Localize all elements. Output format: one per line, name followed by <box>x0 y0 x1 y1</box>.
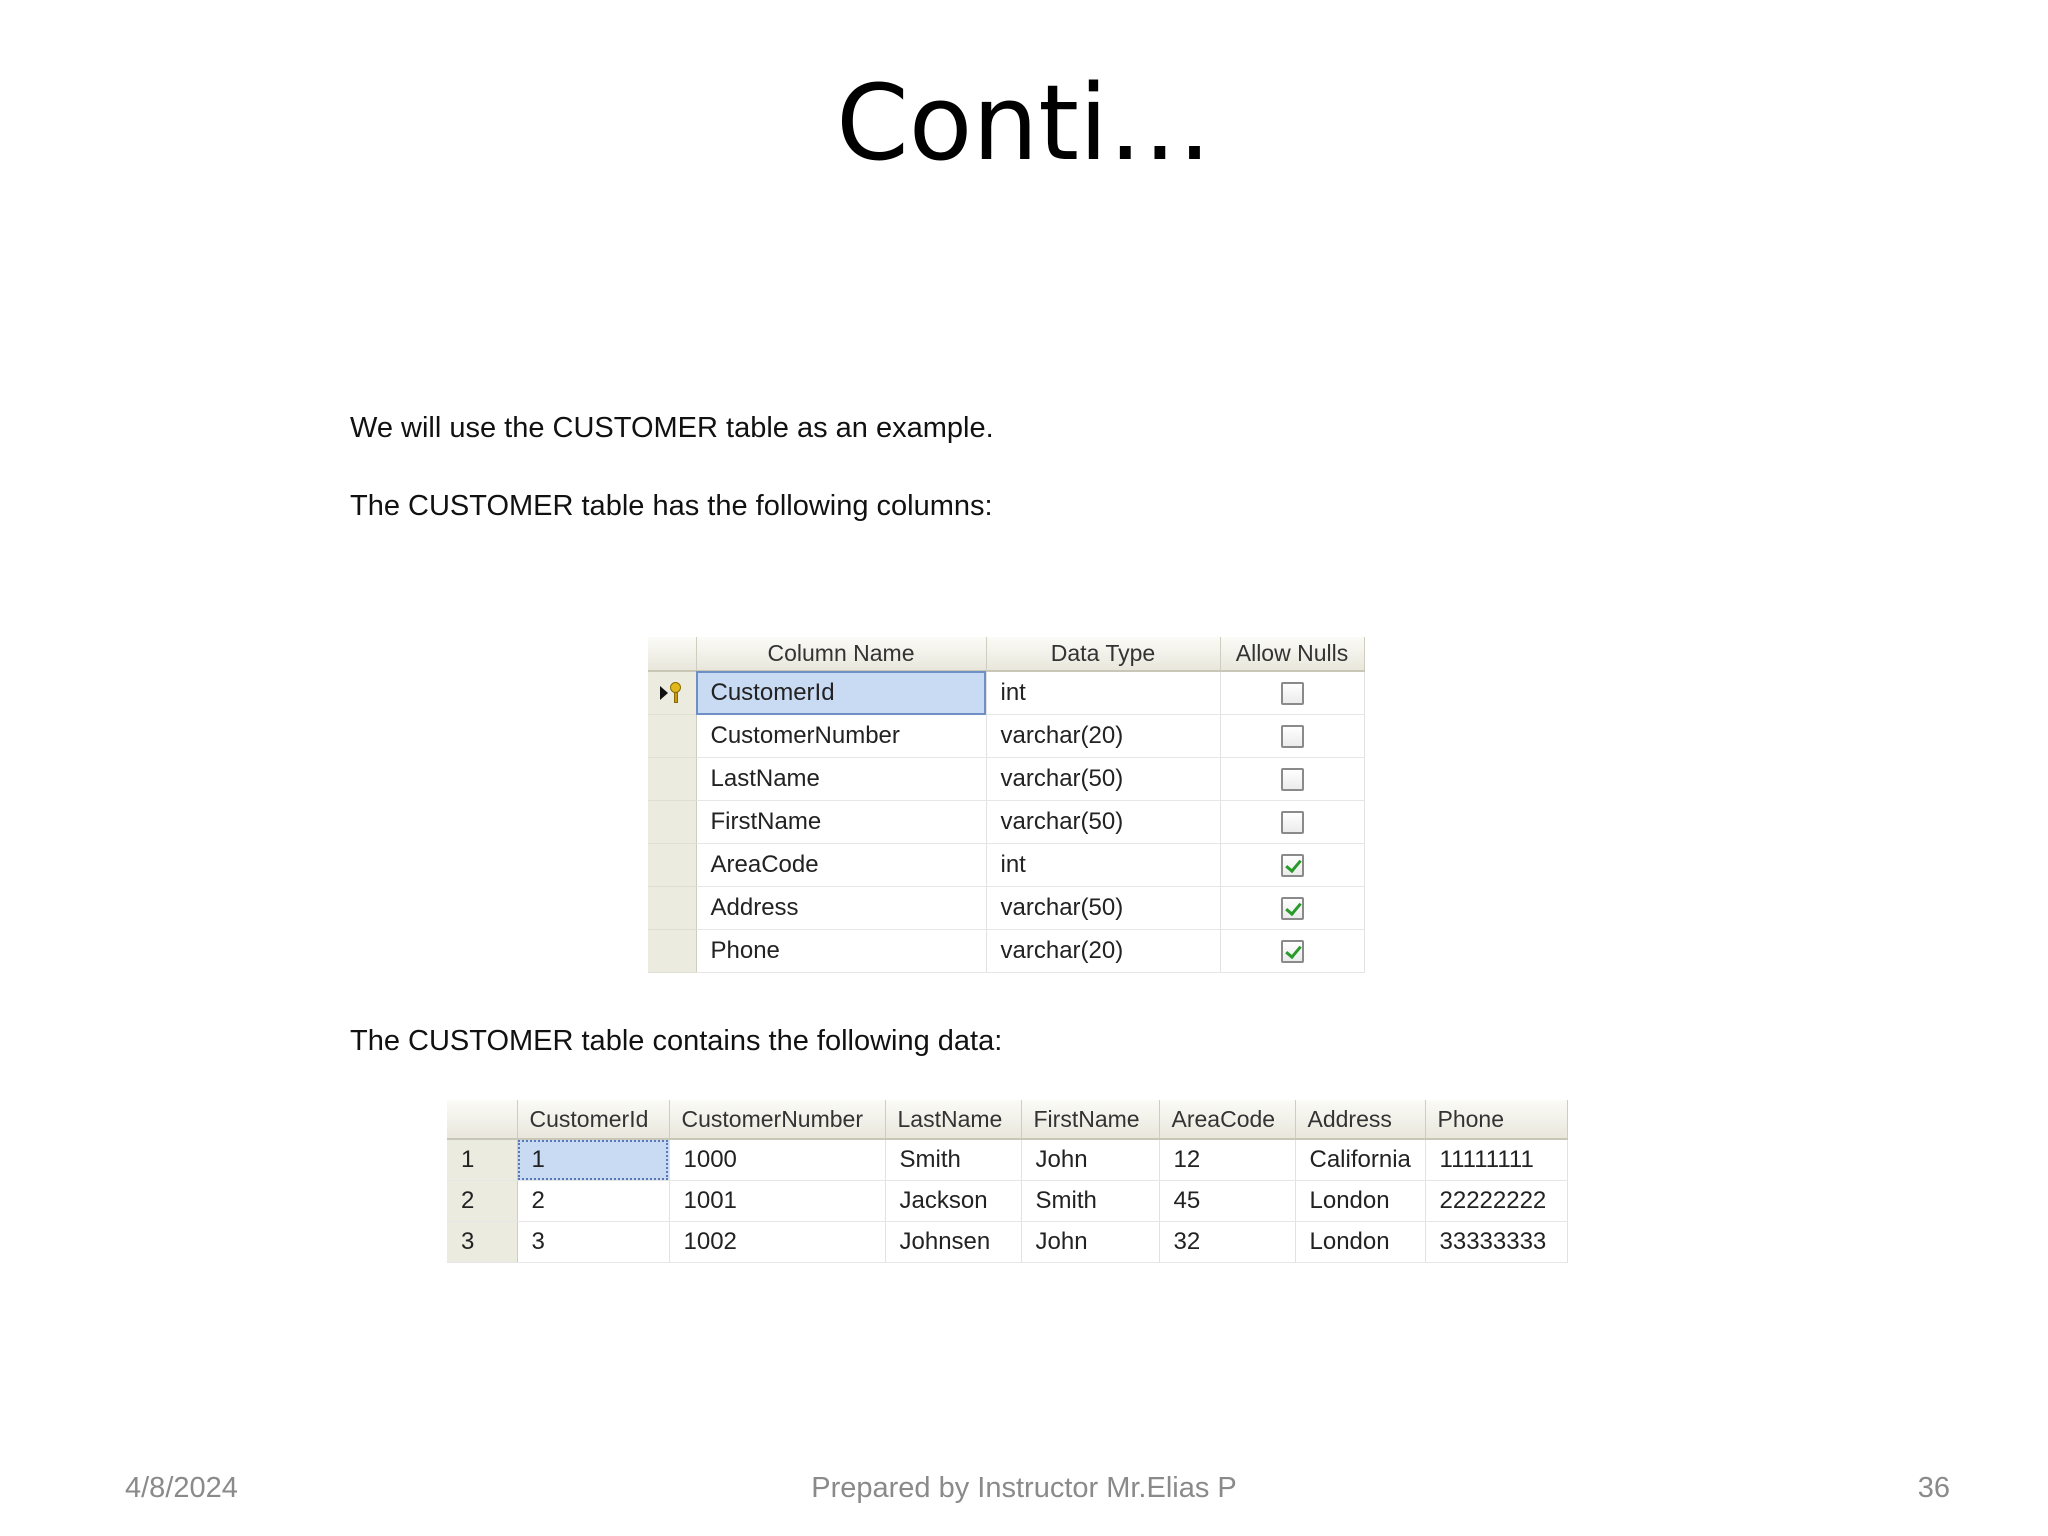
allow-nulls-cell <box>1220 930 1364 973</box>
column-header[interactable]: LastName <box>885 1100 1021 1139</box>
table-cell[interactable]: Smith <box>885 1139 1021 1181</box>
column-header[interactable]: CustomerId <box>517 1100 669 1139</box>
current-row-arrow-icon <box>660 686 668 700</box>
allow-nulls-checkbox[interactable] <box>1281 854 1304 877</box>
column-header[interactable]: Address <box>1295 1100 1425 1139</box>
allow-nulls-checkbox[interactable] <box>1281 897 1304 920</box>
primary-key-icon <box>669 682 683 704</box>
schema-row[interactable] <box>648 758 1364 801</box>
row-selector[interactable] <box>648 715 696 758</box>
schema-row[interactable] <box>648 715 1364 758</box>
table-row[interactable] <box>447 1181 1567 1222</box>
allow-nulls-checkbox[interactable] <box>1281 682 1304 705</box>
data-grid <box>447 1100 1568 1263</box>
table-cell[interactable]: 11111111 <box>1425 1139 1567 1181</box>
row-selector[interactable] <box>648 758 696 801</box>
column-header[interactable]: AreaCode <box>1159 1100 1295 1139</box>
data-type-cell[interactable]: int <box>986 671 1220 715</box>
primary-key-marker <box>660 681 683 705</box>
table-cell[interactable]: Smith <box>1021 1181 1159 1222</box>
column-name-cell[interactable]: CustomerNumber <box>696 715 986 758</box>
allow-nulls-cell <box>1220 715 1364 758</box>
table-cell[interactable]: 2 <box>517 1181 669 1222</box>
allow-nulls-checkbox[interactable] <box>1281 768 1304 791</box>
data-caption: The CUSTOMER table contains the following data: <box>350 1025 1003 1057</box>
table-cell[interactable]: 32 <box>1159 1222 1295 1263</box>
schema-row[interactable] <box>648 844 1364 887</box>
data-type-cell[interactable]: int <box>986 844 1220 887</box>
column-header[interactable]: FirstName <box>1021 1100 1159 1139</box>
data-type-cell[interactable]: varchar(20) <box>986 715 1220 758</box>
row-selector[interactable] <box>648 930 696 973</box>
table-cell[interactable]: Johnsen <box>885 1222 1021 1263</box>
intro-text: We will use the CUSTOMER table as an example. <box>350 412 994 444</box>
row-selector[interactable] <box>648 844 696 887</box>
table-cell[interactable]: London <box>1295 1222 1425 1263</box>
table-cell[interactable]: 12 <box>1159 1139 1295 1181</box>
allow-nulls-cell <box>1220 758 1364 801</box>
data-type-header[interactable]: Data Type <box>986 637 1220 671</box>
allow-nulls-cell <box>1220 844 1364 887</box>
table-row[interactable] <box>447 1222 1567 1263</box>
column-name-header[interactable]: Column Name <box>696 637 986 671</box>
allow-nulls-header[interactable]: Allow Nulls <box>1220 637 1364 671</box>
column-header[interactable]: CustomerNumber <box>669 1100 885 1139</box>
footer-author: Prepared by Instructor Mr.Elias P <box>811 1472 1237 1504</box>
row-number[interactable]: 3 <box>447 1222 517 1263</box>
grid-corner <box>447 1100 517 1139</box>
column-name-cell[interactable]: CustomerId <box>696 671 986 715</box>
schema-header-row <box>648 637 1364 671</box>
allow-nulls-cell <box>1220 671 1364 715</box>
table-cell[interactable]: 1 <box>517 1139 669 1181</box>
column-name-cell[interactable]: FirstName <box>696 801 986 844</box>
column-header[interactable]: Phone <box>1425 1100 1567 1139</box>
allow-nulls-checkbox[interactable] <box>1281 940 1304 963</box>
allow-nulls-checkbox[interactable] <box>1281 725 1304 748</box>
column-name-cell[interactable]: Phone <box>696 930 986 973</box>
column-name-cell[interactable]: Address <box>696 887 986 930</box>
table-cell[interactable]: John <box>1021 1139 1159 1181</box>
footer-date: 4/8/2024 <box>125 1472 238 1504</box>
slide-title: Conti… <box>836 62 1212 184</box>
row-selector-header <box>648 637 696 671</box>
table-cell[interactable]: London <box>1295 1181 1425 1222</box>
data-type-cell[interactable]: varchar(50) <box>986 887 1220 930</box>
columns-caption: The CUSTOMER table has the following columns: <box>350 490 993 522</box>
data-type-cell[interactable]: varchar(50) <box>986 801 1220 844</box>
schema-row[interactable] <box>648 887 1364 930</box>
table-cell[interactable]: John <box>1021 1222 1159 1263</box>
table-cell[interactable]: 1000 <box>669 1139 885 1181</box>
table-row[interactable] <box>447 1139 1567 1181</box>
allow-nulls-cell <box>1220 887 1364 930</box>
table-cell[interactable]: 1001 <box>669 1181 885 1222</box>
row-selector[interactable] <box>648 887 696 930</box>
schema-row[interactable] <box>648 930 1364 973</box>
table-cell[interactable]: 1002 <box>669 1222 885 1263</box>
row-selector[interactable] <box>648 801 696 844</box>
data-type-cell[interactable]: varchar(20) <box>986 930 1220 973</box>
column-name-cell[interactable]: AreaCode <box>696 844 986 887</box>
column-name-cell[interactable]: LastName <box>696 758 986 801</box>
slide-number: 36 <box>1917 1472 1950 1504</box>
schema-grid <box>648 637 1365 973</box>
schema-row[interactable] <box>648 671 1364 715</box>
table-cell[interactable]: 45 <box>1159 1181 1295 1222</box>
table-cell[interactable]: 22222222 <box>1425 1181 1567 1222</box>
row-number[interactable]: 2 <box>447 1181 517 1222</box>
table-cell[interactable]: 3 <box>517 1222 669 1263</box>
allow-nulls-cell <box>1220 801 1364 844</box>
schema-row[interactable] <box>648 801 1364 844</box>
data-type-cell[interactable]: varchar(50) <box>986 758 1220 801</box>
allow-nulls-checkbox[interactable] <box>1281 811 1304 834</box>
row-selector[interactable] <box>648 671 696 715</box>
row-number[interactable]: 1 <box>447 1139 517 1181</box>
table-cell[interactable]: 33333333 <box>1425 1222 1567 1263</box>
table-cell[interactable]: California <box>1295 1139 1425 1181</box>
data-header-row <box>447 1100 1567 1139</box>
table-cell[interactable]: Jackson <box>885 1181 1021 1222</box>
